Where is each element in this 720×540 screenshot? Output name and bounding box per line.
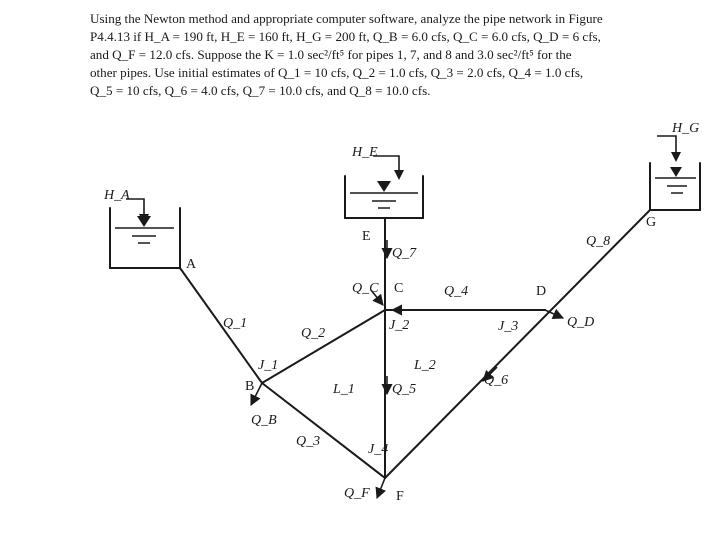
- problem-line: Q_5 = 10 cfs, Q_6 = 4.0 cfs, Q_7 = 10.0 cfs, and Q_8 = 10.0 cfs.: [90, 83, 431, 98]
- flow-label-q6: Q_6: [484, 373, 509, 388]
- arrow-icon: [394, 170, 404, 180]
- flow-label-qf: Q_F: [344, 486, 370, 501]
- flow-label-qd: Q_D: [567, 315, 595, 330]
- flow-label-q2: Q_2: [301, 326, 326, 341]
- flow-label-q4: Q_4: [444, 284, 469, 299]
- flow-label-q1: Q_1: [223, 316, 248, 331]
- node-label-g: G: [646, 215, 657, 230]
- label-ha: H_A: [104, 188, 130, 203]
- problem-line: other pipes. Use initial estimates of Q_1 = 10 cfs, Q_2 = 1.0 cfs, Q_3 = 2.0 cfs, Q_4 = 1.0 cfs,: [90, 65, 584, 80]
- water-surface-icon: [670, 167, 682, 177]
- label-he: H_E: [352, 145, 378, 160]
- label-hg: H_G: [672, 121, 700, 136]
- flow-label-qc: Q_C: [352, 281, 379, 296]
- pipe-6-8: [385, 210, 650, 478]
- flow-label-q7: Q_7: [392, 246, 417, 261]
- flow-arrow-qf: [377, 478, 385, 498]
- head-leader-g: [657, 136, 676, 160]
- flow-label-qb: Q_B: [251, 413, 277, 428]
- pipe-1: [180, 268, 262, 383]
- junction-label-j1: J_1: [258, 358, 279, 373]
- node-label-a: A: [186, 257, 197, 272]
- node-label-e: E: [362, 229, 371, 244]
- junction-label-j3: J_3: [498, 319, 519, 334]
- pipe-3: [262, 383, 385, 478]
- loop-label-l1: L_1: [333, 382, 355, 397]
- problem-line: P4.4.13 if H_A = 190 ft, H_E = 160 ft, H_G = 200 ft, Q_B = 6.0 cfs, Q_C = 6.0 cfs, Q_D = 6 cfs,: [90, 29, 601, 44]
- pipe-2: [262, 310, 385, 383]
- junction-label-j2: J_2: [389, 318, 410, 333]
- loop-label-l2: L_2: [414, 358, 436, 373]
- node-label-b: B: [245, 379, 255, 394]
- arrow-icon: [671, 152, 681, 162]
- flow-label-q5: Q_5: [392, 382, 417, 397]
- junction-label-j4: J_4: [368, 442, 389, 457]
- node-label-d: D: [536, 284, 547, 299]
- node-label-c: C: [394, 281, 404, 296]
- flow-label-q3: Q_3: [296, 434, 321, 449]
- flow-label-q8: Q_8: [586, 234, 611, 249]
- node-label-f: F: [396, 489, 404, 504]
- problem-line: Using the Newton method and appropriate computer software, analyze the pipe network in Figure: [90, 11, 603, 26]
- water-surface-icon: [377, 181, 391, 192]
- problem-line: and Q_F = 12.0 cfs. Suppose the K = 1.0 sec²/ft⁵ for pipes 1, 7, and 8 and 3.0 sec²/ft⁵ for the: [90, 47, 572, 62]
